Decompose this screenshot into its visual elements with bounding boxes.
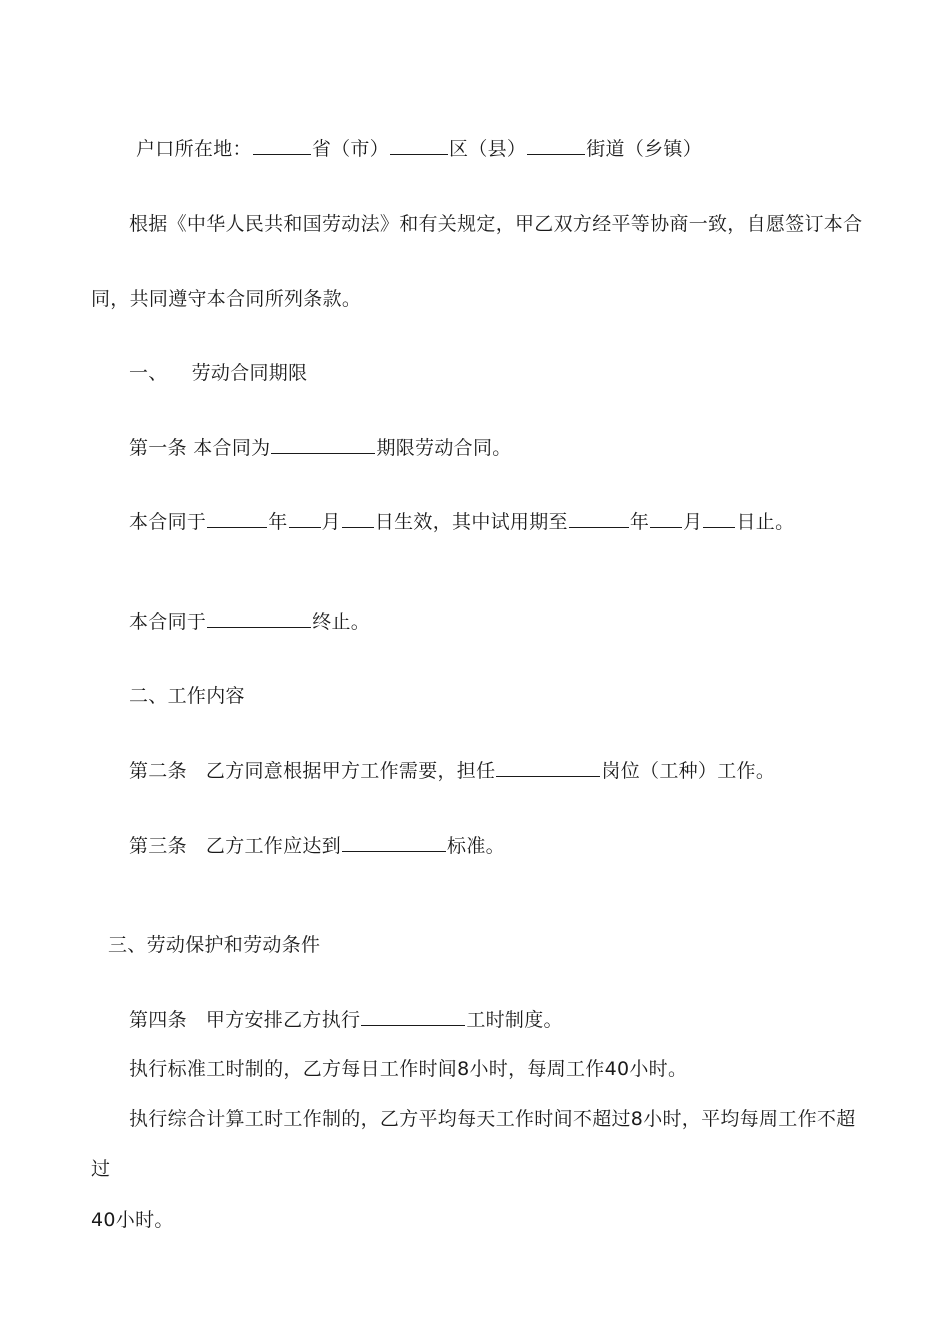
article-1 — [129, 436, 512, 460]
effective-year-blank — [207, 510, 267, 528]
article-2-label: 第二条 — [129, 760, 187, 782]
position-blank — [496, 759, 600, 777]
probation-year-blank — [569, 510, 629, 528]
residence-label: 户口所在地： — [136, 138, 252, 160]
section-2-heading: 二、工作内容 — [129, 685, 245, 707]
probation-day-blank — [703, 510, 735, 528]
comprehensive-hours-line-3: 40小时。 — [91, 1209, 174, 1231]
section-1-title: 劳动合同期限 — [191, 362, 308, 384]
article-4-prefix: 甲方安排乙方执行 — [205, 1009, 361, 1031]
working-hours-blank — [361, 1008, 465, 1026]
comprehensive-hours-line-2: 过 — [91, 1158, 111, 1180]
effective-text-4: 日生效，其中试用期至 — [374, 511, 568, 533]
article-1-prefix: 第一条 本合同为 — [129, 437, 271, 459]
standard-blank — [342, 834, 446, 852]
preamble-line-2: 同，共同遵守本合同所列条款。 — [91, 288, 362, 310]
article-4-suffix: 工时制度。 — [466, 1009, 563, 1031]
preamble-line-1: 根据《中华人民共和国劳动法》和有关规定，甲乙双方经平等协商一致，自愿签订本合 — [129, 213, 863, 235]
article-3 — [129, 834, 505, 858]
effective-day-blank — [342, 510, 374, 528]
termination-suffix: 终止。 — [312, 611, 371, 633]
article-4 — [129, 1008, 563, 1032]
district-text: 区（县） — [449, 138, 527, 160]
contract-type-blank — [271, 436, 375, 454]
article-3-suffix: 标准。 — [447, 835, 505, 857]
article-3-label: 第三条 — [129, 835, 187, 857]
street-text: 街道（乡镇） — [586, 138, 703, 160]
article-3-prefix: 乙方工作应达到 — [205, 835, 342, 857]
effective-text-2: 年 — [268, 511, 288, 533]
comprehensive-hours-line-1: 执行综合计算工时工作制的，乙方平均每天工作时间不超过8小时，平均每周工作不超 — [129, 1108, 856, 1130]
effective-date-line — [129, 510, 794, 534]
district-blank — [390, 137, 448, 155]
street-blank — [527, 137, 585, 155]
effective-text-6: 月 — [683, 511, 703, 533]
effective-text-5: 年 — [629, 511, 650, 533]
effective-text-7: 日止。 — [736, 511, 795, 533]
province-blank — [253, 137, 311, 155]
effective-text-1: 本合同于 — [129, 511, 207, 533]
article-2-prefix: 乙方同意根据甲方工作需要，担任 — [205, 760, 496, 782]
probation-month-blank — [650, 510, 682, 528]
residence-line — [136, 137, 702, 161]
section-3-heading: 三、劳动保护和劳动条件 — [108, 934, 321, 956]
effective-text-3: 月 — [321, 511, 341, 533]
section-1-heading — [129, 361, 307, 385]
standard-hours-text: 执行标准工时制的，乙方每日工作时间8小时，每周工作40小时。 — [129, 1058, 688, 1080]
article-2 — [129, 759, 775, 783]
effective-month-blank — [289, 510, 321, 528]
article-1-suffix: 期限劳动合同。 — [376, 437, 512, 459]
article-4-label: 第四条 — [129, 1009, 187, 1031]
termination-line — [129, 610, 370, 634]
article-2-suffix: 岗位（工种）工作。 — [601, 760, 776, 782]
province-text: 省（市） — [311, 138, 390, 160]
termination-prefix: 本合同于 — [129, 611, 207, 633]
section-1-number: 一、 — [129, 362, 168, 384]
termination-blank — [207, 610, 311, 628]
